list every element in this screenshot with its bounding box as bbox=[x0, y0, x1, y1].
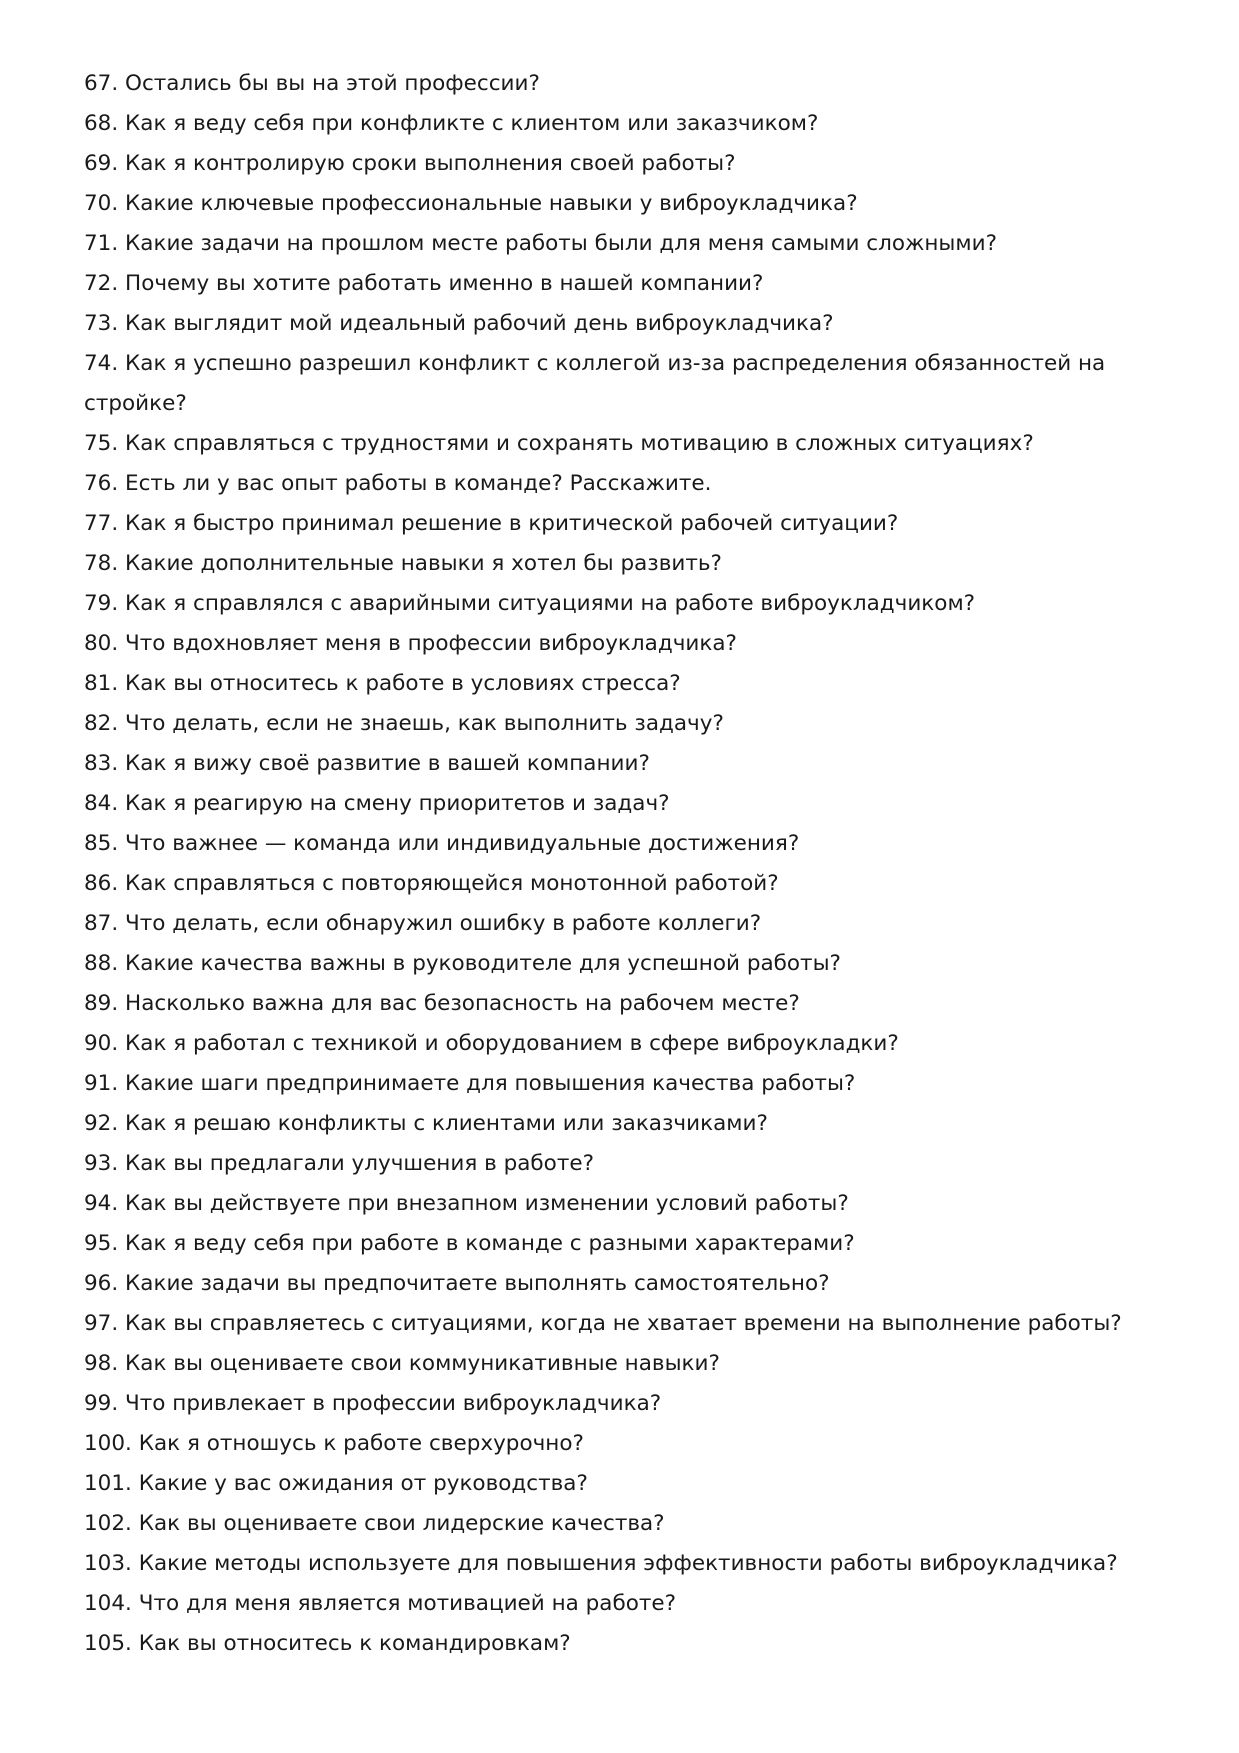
question-item: 81. Как вы относитесь к работе в условиях стресса? bbox=[84, 671, 681, 696]
question-item: 95. Как я веду себя при работе в команде с разными характерами? bbox=[84, 1231, 855, 1256]
question-item: 68. Как я веду себя при конфликте с клиентом или заказчиком? bbox=[84, 111, 819, 136]
question-item: 91. Какие шаги предпринимаете для повышения качества работы? bbox=[84, 1071, 856, 1096]
question-item: 104. Что для меня является мотивацией на работе? bbox=[84, 1591, 677, 1616]
question-item: 70. Какие ключевые профессиональные навыки у виброукладчика? bbox=[84, 191, 858, 216]
question-item: 77. Как я быстро принимал решение в критической рабочей ситуации? bbox=[84, 511, 899, 536]
question-item: 99. Что привлекает в профессии виброукладчика? bbox=[84, 1391, 662, 1416]
question-item: 105. Как вы относитесь к командировкам? bbox=[84, 1631, 571, 1656]
question-item: 102. Как вы оцениваете свои лидерские качества? bbox=[84, 1511, 665, 1536]
question-item: 85. Что важнее — команда или индивидуальные достижения? bbox=[84, 831, 800, 856]
question-item: 94. Как вы действуете при внезапном изменении условий работы? bbox=[84, 1191, 849, 1216]
question-item: 74. Как я успешно разрешил конфликт с коллегой из-за распределения обязанностей на стройке? bbox=[84, 351, 1106, 416]
question-list bbox=[84, 64, 1164, 1664]
question-item: 71. Какие задачи на прошлом месте работы были для меня самыми сложными? bbox=[84, 231, 997, 256]
question-item: 79. Как я справлялся с аварийными ситуациями на работе виброукладчиком? bbox=[84, 591, 976, 616]
question-item: 93. Как вы предлагали улучшения в работе? bbox=[84, 1151, 594, 1176]
question-item: 83. Как я вижу своё развитие в вашей компании? bbox=[84, 751, 650, 776]
question-item: 69. Как я контролирую сроки выполнения своей работы? bbox=[84, 151, 736, 176]
question-item: 76. Есть ли у вас опыт работы в команде? Расскажите. bbox=[84, 471, 712, 496]
question-item: 87. Что делать, если обнаружил ошибку в работе коллеги? bbox=[84, 911, 762, 936]
question-item: 75. Как справляться с трудностями и сохранять мотивацию в сложных ситуациях? bbox=[84, 431, 1034, 456]
question-item: 101. Какие у вас ожидания от руководства? bbox=[84, 1471, 588, 1496]
question-item: 67. Остались бы вы на этой профессии? bbox=[84, 71, 540, 96]
question-item: 84. Как я реагирую на смену приоритетов и задач? bbox=[84, 791, 670, 816]
question-item: 97. Как вы справляетесь с ситуациями, когда не хватает времени на выполнение работы? bbox=[84, 1311, 1122, 1336]
question-item: 72. Почему вы хотите работать именно в нашей компании? bbox=[84, 271, 764, 296]
question-item: 86. Как справляться с повторяющейся монотонной работой? bbox=[84, 871, 779, 896]
question-item: 100. Как я отношусь к работе сверхурочно? bbox=[84, 1431, 584, 1456]
question-item: 92. Как я решаю конфликты с клиентами или заказчиками? bbox=[84, 1111, 768, 1136]
question-item: 96. Какие задачи вы предпочитаете выполнять самостоятельно? bbox=[84, 1271, 830, 1296]
question-item: 90. Как я работал с техникой и оборудованием в сфере виброукладки? bbox=[84, 1031, 899, 1056]
question-item: 73. Как выглядит мой идеальный рабочий день виброукладчика? bbox=[84, 311, 834, 336]
question-item: 98. Как вы оцениваете свои коммуникативные навыки? bbox=[84, 1351, 720, 1376]
question-item: 80. Что вдохновляет меня в профессии виброукладчика? bbox=[84, 631, 737, 656]
question-item: 89. Насколько важна для вас безопасность на рабочем месте? bbox=[84, 991, 800, 1016]
question-item: 88. Какие качества важны в руководителе для успешной работы? bbox=[84, 951, 841, 976]
question-item: 78. Какие дополнительные навыки я хотел бы развить? bbox=[84, 551, 722, 576]
question-item: 82. Что делать, если не знаешь, как выполнить задачу? bbox=[84, 711, 724, 736]
question-item: 103. Какие методы используете для повышения эффективности работы виброукладчика? bbox=[84, 1551, 1118, 1576]
